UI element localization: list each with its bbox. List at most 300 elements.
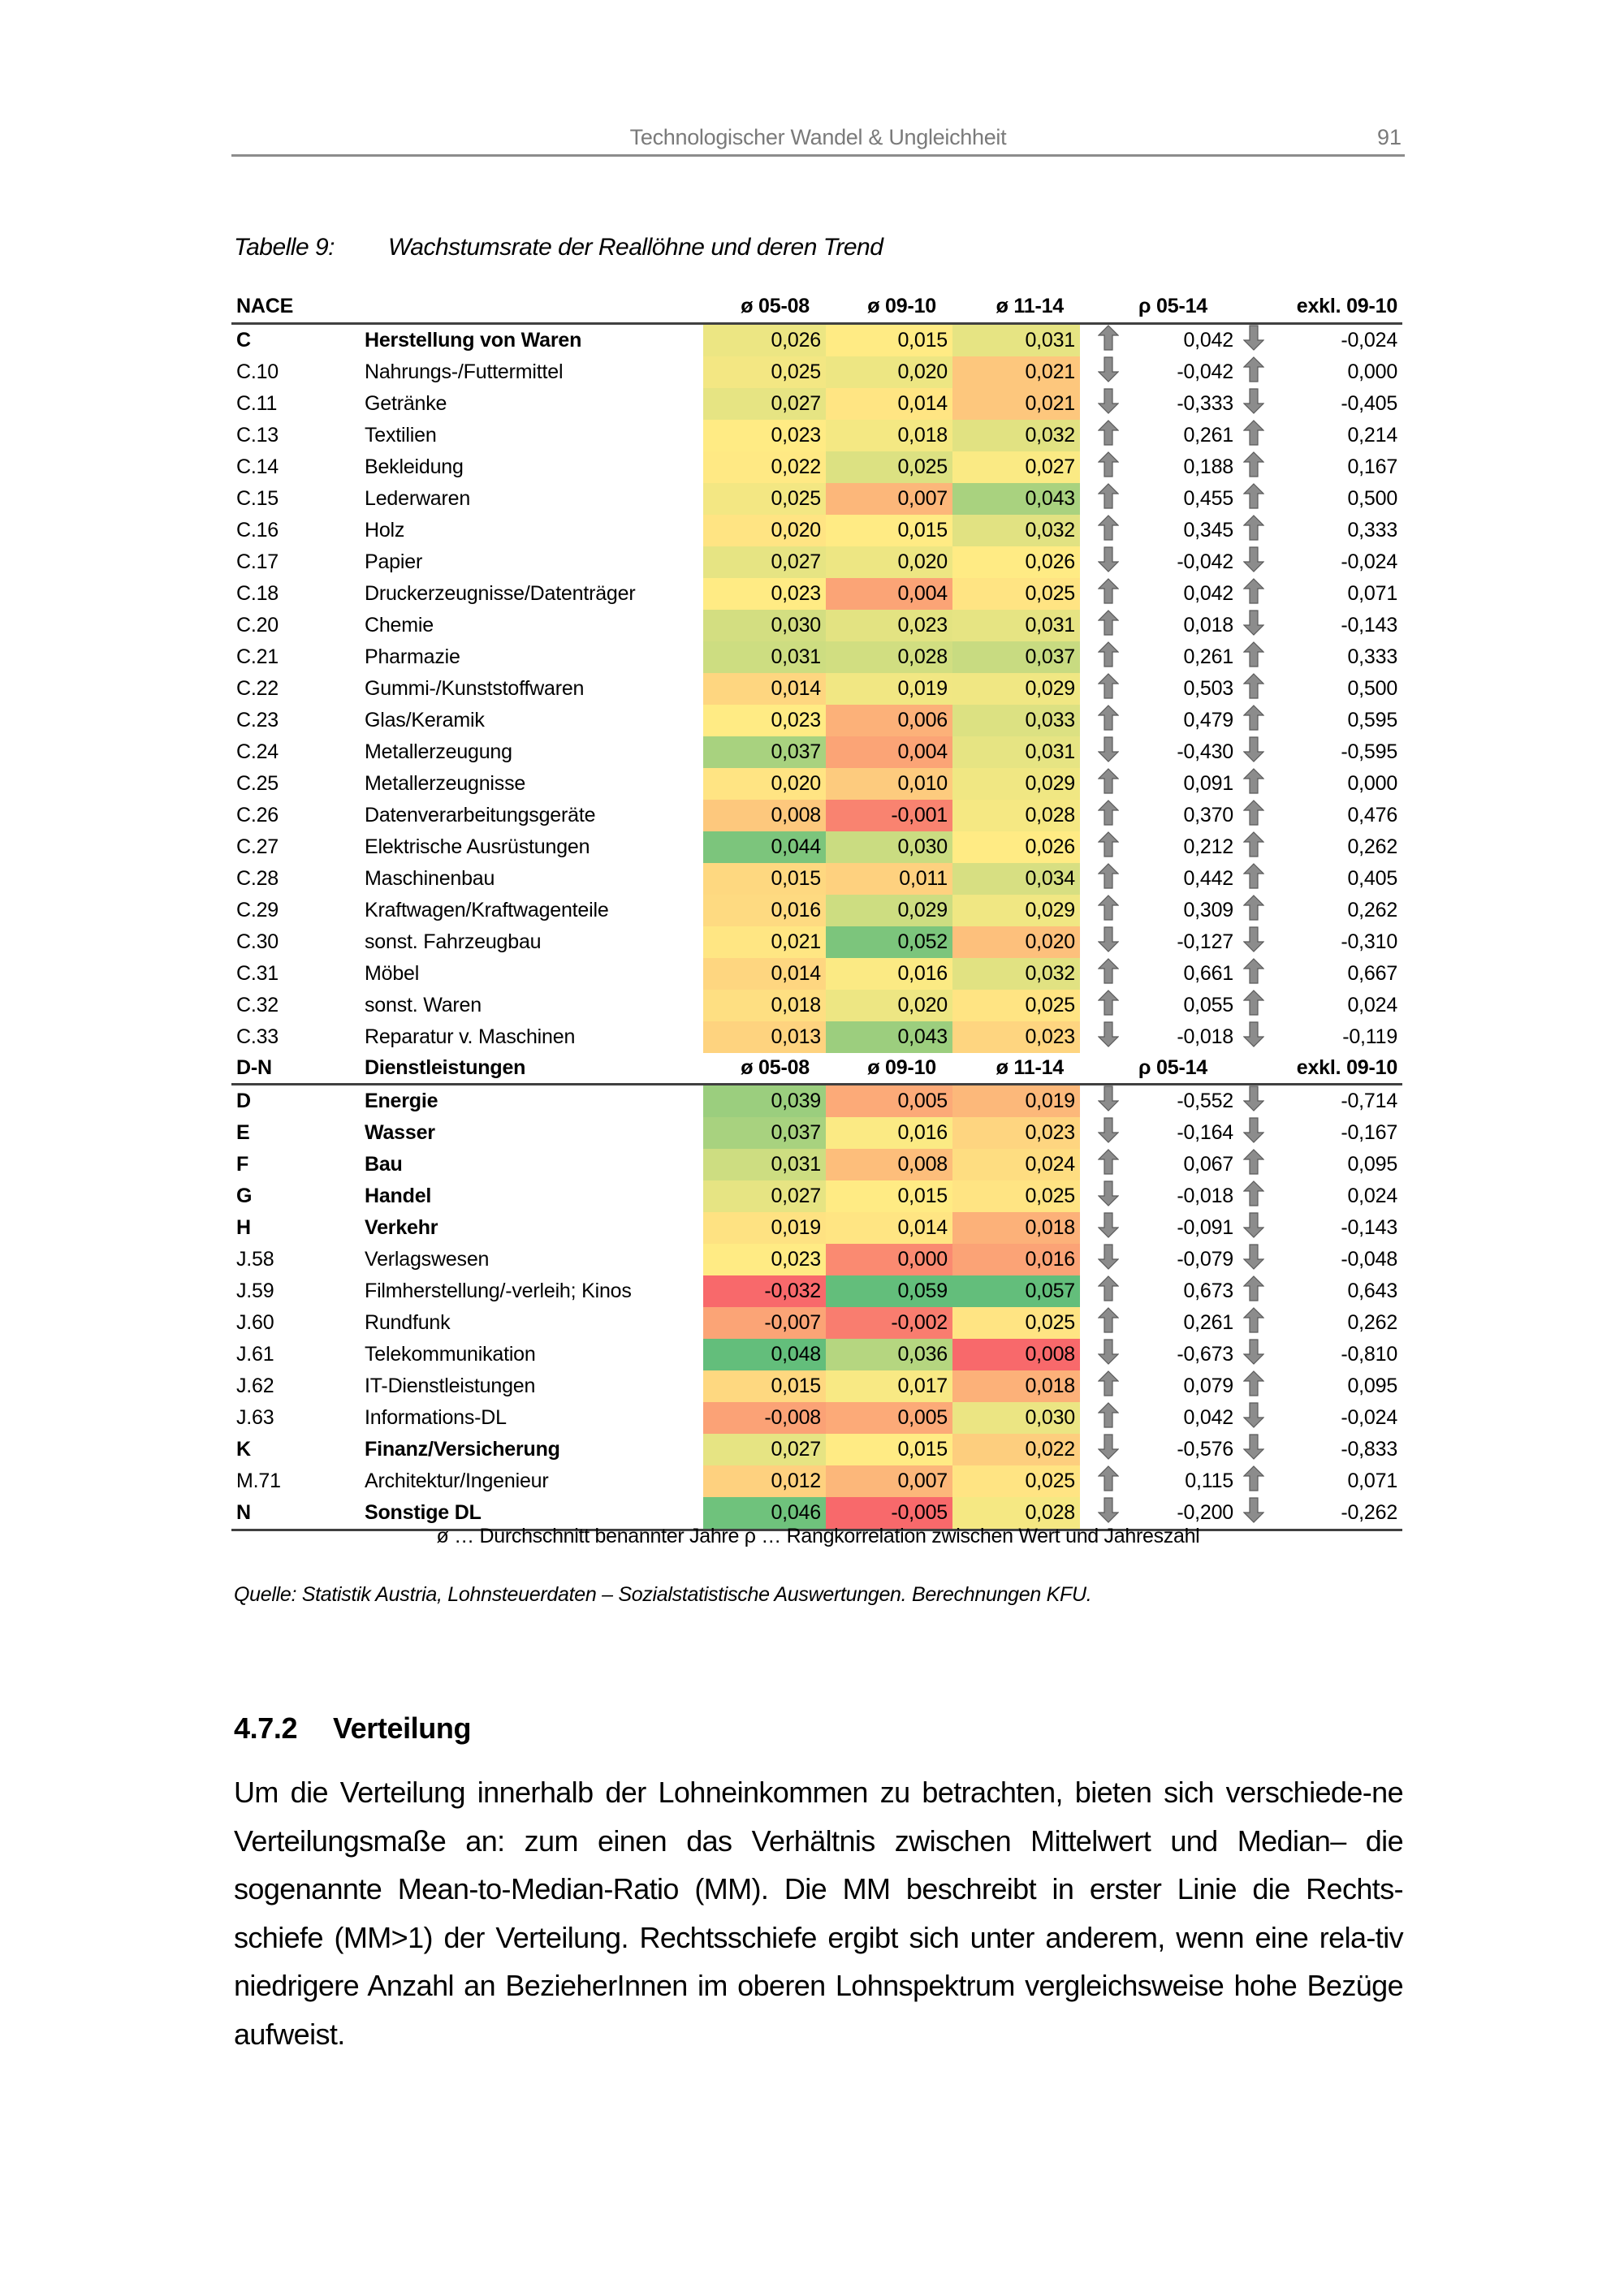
avg-05-08-cell: 0,037 xyxy=(703,1117,826,1149)
avg-11-14-cell: 0,021 xyxy=(952,388,1080,420)
rank-correlation-value: -0,042 xyxy=(1177,550,1234,573)
nace-code: C.30 xyxy=(236,930,279,953)
table-row xyxy=(231,356,1402,388)
avg-11-14-cell: 0,043 xyxy=(952,483,1080,515)
arrow-down-icon xyxy=(1238,1085,1271,1118)
arrow-up-icon xyxy=(1080,673,1137,705)
rank-correlation-value: -0,430 xyxy=(1177,740,1234,763)
sector-name: Datenverarbeitungsgeräte xyxy=(365,803,596,826)
arrow-up-icon xyxy=(1238,990,1271,1021)
arrow-up-icon xyxy=(1080,1465,1137,1497)
avg-05-08-cell: 0,025 xyxy=(703,356,826,388)
page-header xyxy=(231,122,1405,157)
header-sector: Dienstleistungen xyxy=(360,1053,703,1085)
table-row xyxy=(231,1244,1402,1275)
sector-name: sonst. Waren xyxy=(365,993,482,1016)
arrow-down-icon xyxy=(1080,1339,1137,1370)
excl-09-10-value: 0,500 xyxy=(1347,676,1398,700)
excl-09-10-value: -0,167 xyxy=(1341,1121,1398,1144)
header-sector xyxy=(360,291,703,323)
sector-name: Lederwaren xyxy=(365,486,471,510)
rank-correlation-value: -0,018 xyxy=(1177,1185,1234,1207)
avg-05-08-cell: 0,037 xyxy=(703,736,826,768)
avg-09-10-cell: 0,008 xyxy=(826,1149,952,1180)
nace-code: J.62 xyxy=(236,1375,274,1397)
nace-code: C.17 xyxy=(236,550,279,573)
arrow-up-icon xyxy=(1080,1402,1137,1434)
table-row xyxy=(231,483,1402,515)
avg-05-08-cell: 0,013 xyxy=(703,1021,826,1053)
header-avg-11-14: ø 11-14 xyxy=(952,1053,1080,1085)
arrow-down-icon xyxy=(1238,1244,1271,1275)
avg-11-14-cell: 0,016 xyxy=(952,1244,1080,1275)
arrow-up-icon xyxy=(1238,705,1271,736)
avg-11-14-cell: 0,020 xyxy=(952,926,1080,958)
arrow-down-icon xyxy=(1238,546,1271,578)
rank-correlation-value: -0,127 xyxy=(1177,930,1234,953)
avg-05-08-cell: 0,048 xyxy=(703,1339,826,1370)
sector-name: Verkehr xyxy=(365,1216,438,1239)
avg-05-08-cell: -0,032 xyxy=(703,1275,826,1307)
table-row xyxy=(231,420,1402,451)
avg-11-14-cell: 0,032 xyxy=(952,958,1080,990)
avg-11-14-cell: 0,025 xyxy=(952,1180,1080,1212)
table-source: Quelle: Statistik Austria, Lohnsteuerdaten – Sozialstatistische Auswertungen. Berechnungen KFU. xyxy=(234,1583,1092,1606)
avg-05-08-cell: 0,022 xyxy=(703,451,826,483)
avg-09-10-cell: 0,007 xyxy=(826,483,952,515)
avg-09-10-cell: 0,030 xyxy=(826,831,952,863)
avg-09-10-cell: 0,017 xyxy=(826,1370,952,1402)
excl-09-10-value: 0,000 xyxy=(1347,771,1398,795)
sector-name: Handel xyxy=(365,1185,432,1207)
avg-11-14-cell: 0,018 xyxy=(952,1370,1080,1402)
table-row xyxy=(231,926,1402,958)
arrow-down-icon xyxy=(1080,1117,1137,1149)
rank-correlation-value: 0,345 xyxy=(1183,518,1234,542)
table-row xyxy=(231,990,1402,1021)
arrow-down-icon xyxy=(1238,1402,1271,1434)
nace-code: D xyxy=(236,1090,251,1112)
arrow-up-icon xyxy=(1080,1370,1137,1402)
avg-09-10-cell: 0,005 xyxy=(826,1085,952,1118)
arrow-up-icon xyxy=(1080,1307,1137,1339)
nace-code: J.61 xyxy=(236,1343,274,1366)
nace-code: C.16 xyxy=(236,518,279,542)
avg-11-14-cell: 0,028 xyxy=(952,800,1080,831)
avg-11-14-cell: 0,034 xyxy=(952,863,1080,895)
avg-09-10-cell: -0,001 xyxy=(826,800,952,831)
sector-name: Filmherstellung/-verleih; Kinos xyxy=(365,1280,632,1302)
arrow-up-icon xyxy=(1238,1180,1271,1212)
avg-11-14-cell: 0,026 xyxy=(952,546,1080,578)
table-row xyxy=(231,1275,1402,1307)
rank-correlation-value: 0,091 xyxy=(1183,771,1234,795)
sector-name: Rundfunk xyxy=(365,1311,451,1334)
arrow-up-icon xyxy=(1238,1149,1271,1180)
nace-code: C.23 xyxy=(236,708,279,732)
excl-09-10-value: -0,833 xyxy=(1341,1438,1398,1461)
rank-correlation-value: 0,055 xyxy=(1183,993,1234,1016)
avg-05-08-cell: -0,008 xyxy=(703,1402,826,1434)
rank-correlation-value: 0,042 xyxy=(1183,328,1234,352)
nace-code: E xyxy=(236,1121,250,1144)
arrow-up-icon xyxy=(1080,1275,1137,1307)
nace-code: C.10 xyxy=(236,360,279,383)
avg-09-10-cell: 0,016 xyxy=(826,958,952,990)
arrow-down-icon xyxy=(1080,1244,1137,1275)
table-row xyxy=(231,1117,1402,1149)
arrow-down-icon xyxy=(1080,736,1137,768)
avg-11-14-cell: 0,028 xyxy=(952,1497,1080,1530)
nace-code: C.27 xyxy=(236,835,279,858)
avg-11-14-cell: 0,027 xyxy=(952,451,1080,483)
header-nace: NACE xyxy=(231,291,360,323)
arrow-up-icon xyxy=(1238,420,1271,451)
excl-09-10-value: 0,643 xyxy=(1347,1280,1398,1302)
excl-09-10-value: 0,167 xyxy=(1347,455,1398,478)
arrow-up-icon xyxy=(1238,1465,1271,1497)
avg-11-14-cell: 0,025 xyxy=(952,1465,1080,1497)
avg-11-14-cell: 0,022 xyxy=(952,1434,1080,1465)
avg-05-08-cell: 0,020 xyxy=(703,515,826,546)
avg-11-14-cell: 0,037 xyxy=(952,641,1080,673)
excl-09-10-value: -0,143 xyxy=(1341,613,1398,637)
nace-code: C.25 xyxy=(236,771,279,795)
avg-11-14-cell: 0,032 xyxy=(952,420,1080,451)
nace-code: J.58 xyxy=(236,1248,274,1271)
arrow-up-icon xyxy=(1238,673,1271,705)
arrow-down-icon xyxy=(1238,1339,1271,1370)
sector-name: Metallerzeugung xyxy=(365,740,512,763)
table-body-manufacturing xyxy=(231,323,1402,1053)
header-avg-09-10: ø 09-10 xyxy=(826,291,952,323)
arrow-up-icon xyxy=(1238,768,1271,800)
avg-05-08-cell: 0,031 xyxy=(703,1149,826,1180)
avg-09-10-cell: 0,014 xyxy=(826,1212,952,1244)
header-nace: D-N xyxy=(231,1053,360,1085)
avg-11-14-cell: 0,024 xyxy=(952,1149,1080,1180)
arrow-up-icon xyxy=(1080,990,1137,1021)
body-paragraph: Um die Verteilung innerhalb der Lohneinkommen zu betrachten, bieten sich verschiede-ne Verteilungsmaße an: zum einen das Verhältnis zwischen Mittelwert und Median– die sogenannte Mean-to-Median-Ratio (MM). Die MM beschreibt in erster Linie die Rechts-schiefe (MM>1) der Verteilung. Rechtsschiefe ergibt sich unter anderem, wenn eine rela-tiv niedrigere Anzahl an BezieherInnen im oberen Lohnspektrum vergleichsweise hohe Bezüge aufweist. xyxy=(234,1776,1403,2051)
rank-correlation-value: -0,018 xyxy=(1177,1025,1234,1048)
avg-11-14-cell: 0,029 xyxy=(952,895,1080,926)
arrow-down-icon xyxy=(1238,1117,1271,1149)
sector-name: Gummi-/Kunststoffwaren xyxy=(365,676,585,700)
sector-name: Telekommunikation xyxy=(365,1343,536,1366)
avg-09-10-cell: 0,015 xyxy=(826,515,952,546)
excl-09-10-value: 0,071 xyxy=(1347,1470,1398,1492)
sector-name: Finanz/Versicherung xyxy=(365,1438,560,1461)
arrow-up-icon xyxy=(1238,831,1271,863)
avg-11-14-cell: 0,008 xyxy=(952,1339,1080,1370)
rank-correlation-value: 0,370 xyxy=(1183,803,1234,826)
arrow-up-icon xyxy=(1238,1370,1271,1402)
table-row xyxy=(231,641,1402,673)
excl-09-10-value: -0,119 xyxy=(1342,1025,1398,1048)
avg-09-10-cell: 0,059 xyxy=(826,1275,952,1307)
arrow-down-icon xyxy=(1080,926,1137,958)
sector-name: Kraftwagen/Kraftwagenteile xyxy=(365,898,609,921)
arrow-up-icon xyxy=(1238,641,1271,673)
avg-09-10-cell: 0,028 xyxy=(826,641,952,673)
nace-code: C.14 xyxy=(236,455,279,478)
table-row xyxy=(231,1149,1402,1180)
nace-code: N xyxy=(231,1497,360,1530)
avg-05-08-cell: 0,012 xyxy=(703,1465,826,1497)
avg-05-08-cell: 0,027 xyxy=(703,546,826,578)
arrow-up-icon xyxy=(1080,800,1137,831)
sector-name: Pharmazie xyxy=(365,645,460,668)
nace-code: C.13 xyxy=(236,423,279,447)
avg-11-14-cell: 0,018 xyxy=(952,1212,1080,1244)
arrow-down-icon xyxy=(1238,926,1271,958)
sector-name: Papier xyxy=(365,550,423,573)
excl-09-10-value: 0,262 xyxy=(1347,1311,1398,1334)
avg-11-14-cell: 0,025 xyxy=(952,578,1080,610)
avg-05-08-cell: 0,019 xyxy=(703,1212,826,1244)
nace-code: C.11 xyxy=(236,391,278,415)
sector-name: Wasser xyxy=(365,1121,435,1144)
avg-11-14-cell: 0,025 xyxy=(952,1307,1080,1339)
arrow-up-icon xyxy=(1080,578,1137,610)
excl-09-10-value: -0,048 xyxy=(1341,1248,1398,1271)
avg-09-10-cell: 0,029 xyxy=(826,895,952,926)
nace-code: C.24 xyxy=(236,740,279,763)
rank-correlation-value: 0,261 xyxy=(1183,645,1234,668)
avg-09-10-cell: 0,020 xyxy=(826,356,952,388)
nace-code: J.63 xyxy=(236,1406,274,1429)
table-row xyxy=(231,388,1402,420)
excl-09-10-value: -0,310 xyxy=(1341,930,1398,953)
avg-11-14-cell: 0,021 xyxy=(952,356,1080,388)
avg-05-08-cell: 0,039 xyxy=(703,1085,826,1118)
header-excl-09-10: exkl. 09-10 xyxy=(1238,291,1402,323)
avg-05-08-cell: 0,027 xyxy=(703,388,826,420)
avg-05-08-cell: 0,016 xyxy=(703,895,826,926)
arrow-down-icon xyxy=(1080,1021,1137,1053)
excl-09-10-value: -0,024 xyxy=(1341,1406,1398,1429)
excl-09-10-value: 0,095 xyxy=(1347,1153,1398,1176)
section-title: Verteilung xyxy=(333,1711,472,1745)
arrow-up-icon xyxy=(1080,323,1137,356)
table-row xyxy=(231,958,1402,990)
excl-09-10-value: 0,214 xyxy=(1347,423,1398,447)
header-avg-05-08: ø 05-08 xyxy=(703,1053,826,1085)
avg-11-14-cell: 0,032 xyxy=(952,515,1080,546)
avg-05-08-cell: 0,014 xyxy=(703,673,826,705)
avg-05-08-cell: 0,025 xyxy=(703,483,826,515)
nace-code: C.20 xyxy=(236,613,279,637)
rank-correlation-value: 0,661 xyxy=(1183,961,1234,985)
avg-05-08-cell: 0,021 xyxy=(703,926,826,958)
arrow-up-icon xyxy=(1080,958,1137,990)
avg-11-14-cell: 0,025 xyxy=(952,990,1080,1021)
arrow-up-icon xyxy=(1080,768,1137,800)
nace-code: G xyxy=(236,1185,253,1207)
avg-05-08-cell: 0,014 xyxy=(703,958,826,990)
arrow-up-icon xyxy=(1238,451,1271,483)
arrow-up-icon xyxy=(1080,705,1137,736)
rank-correlation-value: -0,673 xyxy=(1177,1343,1234,1366)
rank-correlation-value: 0,479 xyxy=(1183,708,1234,732)
sector-name: Bekleidung xyxy=(365,455,464,478)
nace-code: F xyxy=(236,1153,249,1176)
arrow-up-icon xyxy=(1080,451,1137,483)
avg-09-10-cell: 0,006 xyxy=(826,705,952,736)
arrow-down-icon xyxy=(1080,1180,1137,1212)
avg-11-14-cell: 0,029 xyxy=(952,673,1080,705)
nace-code: J.60 xyxy=(236,1311,274,1334)
avg-09-10-cell: 0,015 xyxy=(826,1434,952,1465)
arrow-up-icon xyxy=(1080,483,1137,515)
avg-05-08-cell: 0,008 xyxy=(703,800,826,831)
header-rank-correlation: ρ 05-14 xyxy=(1080,291,1238,323)
avg-11-14-cell: 0,031 xyxy=(952,323,1080,356)
avg-09-10-cell: 0,000 xyxy=(826,1244,952,1275)
sector-name: Möbel xyxy=(365,961,420,985)
sector-name: Metallerzeugnisse xyxy=(365,771,526,795)
excl-09-10-value: -0,143 xyxy=(1341,1216,1398,1239)
sector-name: Elektrische Ausrüstungen xyxy=(365,835,590,858)
sector-name: Informations-DL xyxy=(365,1406,507,1429)
rank-correlation-value: 0,212 xyxy=(1183,835,1234,858)
header-avg-11-14: ø 11-14 xyxy=(952,291,1080,323)
arrow-down-icon xyxy=(1080,388,1137,420)
arrow-down-icon xyxy=(1238,1212,1271,1244)
arrow-down-icon xyxy=(1080,1212,1137,1244)
table-footnote: ø … Durchschnitt benannter Jahre ρ … Rangkorrelation zwischen Wert und Jahreszahl xyxy=(436,1525,1200,1547)
nace-code: C.32 xyxy=(236,993,279,1016)
rank-correlation-value: -0,091 xyxy=(1177,1216,1234,1239)
sector-name: Architektur/Ingenieur xyxy=(365,1470,549,1492)
avg-09-10-cell: -0,005 xyxy=(826,1497,952,1530)
avg-09-10-cell: 0,025 xyxy=(826,451,952,483)
sector-name: Chemie xyxy=(365,613,434,637)
arrow-up-icon xyxy=(1238,515,1271,546)
avg-11-14-cell: 0,026 xyxy=(952,831,1080,863)
avg-09-10-cell: 0,018 xyxy=(826,420,952,451)
sector-name: Bau xyxy=(365,1153,403,1176)
avg-09-10-cell: 0,015 xyxy=(826,323,952,356)
excl-09-10-value: 0,262 xyxy=(1347,898,1398,921)
excl-09-10-value: 0,333 xyxy=(1347,645,1398,668)
excl-09-10-value: -0,262 xyxy=(1271,1497,1402,1530)
avg-05-08-cell: 0,023 xyxy=(703,578,826,610)
avg-11-14-cell: 0,031 xyxy=(952,736,1080,768)
rank-correlation-value: 0,503 xyxy=(1183,676,1234,700)
page-number: 91 xyxy=(1376,125,1402,149)
table-row xyxy=(231,705,1402,736)
arrow-down-icon xyxy=(1080,356,1137,388)
avg-05-08-cell: 0,026 xyxy=(703,323,826,356)
arrow-up-icon xyxy=(1080,895,1137,926)
avg-05-08-cell: 0,015 xyxy=(703,1370,826,1402)
rank-correlation-value: -0,042 xyxy=(1177,360,1234,383)
table-row xyxy=(231,1465,1402,1497)
arrow-up-icon xyxy=(1238,958,1271,990)
nace-code: K xyxy=(236,1438,251,1461)
sector-name: Maschinenbau xyxy=(365,866,495,890)
arrow-up-icon xyxy=(1238,483,1271,515)
table-row xyxy=(231,831,1402,863)
arrow-down-icon xyxy=(1238,323,1271,356)
rank-correlation-value: 0,309 xyxy=(1183,898,1234,921)
arrow-down-icon xyxy=(1238,736,1271,768)
table-row xyxy=(231,1402,1402,1434)
rank-correlation-value: 0,673 xyxy=(1183,1280,1234,1302)
avg-05-08-cell: 0,015 xyxy=(703,863,826,895)
avg-11-14-cell: 0,057 xyxy=(952,1275,1080,1307)
table-row xyxy=(231,323,1402,356)
table-row xyxy=(231,1307,1402,1339)
avg-09-10-cell: -0,002 xyxy=(826,1307,952,1339)
avg-09-10-cell: 0,014 xyxy=(826,388,952,420)
arrow-up-icon xyxy=(1080,641,1137,673)
sector-name: sonst. Fahrzeugbau xyxy=(365,930,542,953)
sector-name: IT-Dienstleistungen xyxy=(365,1375,536,1397)
avg-05-08-cell: 0,030 xyxy=(703,610,826,641)
avg-05-08-cell: 0,023 xyxy=(703,1244,826,1275)
avg-09-10-cell: 0,015 xyxy=(826,1180,952,1212)
excl-09-10-value: 0,071 xyxy=(1347,581,1398,605)
arrow-up-icon xyxy=(1238,1275,1271,1307)
sector-name: Textilien xyxy=(365,423,437,447)
rank-correlation-value: 0,188 xyxy=(1183,455,1234,478)
arrow-up-icon xyxy=(1238,1307,1271,1339)
table-row xyxy=(231,1212,1402,1244)
avg-11-14-cell: 0,031 xyxy=(952,610,1080,641)
avg-09-10-cell: 0,020 xyxy=(826,990,952,1021)
excl-09-10-value: 0,024 xyxy=(1347,993,1398,1016)
nace-code: H xyxy=(236,1216,251,1239)
avg-05-08-cell: 0,027 xyxy=(703,1180,826,1212)
rank-correlation-value: -0,200 xyxy=(1137,1497,1238,1530)
arrow-down-icon xyxy=(1080,546,1137,578)
arrow-up-icon xyxy=(1238,863,1271,895)
avg-11-14-cell: 0,023 xyxy=(952,1117,1080,1149)
rank-correlation-value: -0,333 xyxy=(1177,391,1234,415)
nace-code: C.26 xyxy=(236,803,279,826)
arrow-up-icon xyxy=(1238,895,1271,926)
rank-correlation-value: 0,261 xyxy=(1183,1311,1234,1334)
sector-name: Herstellung von Waren xyxy=(365,328,582,352)
avg-09-10-cell: 0,007 xyxy=(826,1465,952,1497)
avg-05-08-cell: 0,020 xyxy=(703,768,826,800)
sector-name: Druckerzeugnisse/Datenträger xyxy=(365,581,636,605)
rank-correlation-value: 0,115 xyxy=(1185,1470,1234,1492)
table-row xyxy=(231,1180,1402,1212)
nace-code: C.22 xyxy=(236,676,279,700)
avg-11-14-cell: 0,033 xyxy=(952,705,1080,736)
table-header-services xyxy=(231,1053,1402,1085)
table-body-services xyxy=(231,1085,1402,1530)
table-row xyxy=(231,610,1402,641)
avg-09-10-cell: 0,023 xyxy=(826,610,952,641)
arrow-up-icon xyxy=(1080,515,1137,546)
avg-09-10-cell: 0,019 xyxy=(826,673,952,705)
avg-05-08-cell: 0,023 xyxy=(703,705,826,736)
excl-09-10-value: 0,333 xyxy=(1347,518,1398,542)
table-row xyxy=(231,1370,1402,1402)
avg-09-10-cell: 0,005 xyxy=(826,1402,952,1434)
nace-code: C.29 xyxy=(236,898,279,921)
nace-code: J.59 xyxy=(236,1280,274,1302)
nace-code: C.28 xyxy=(236,866,279,890)
avg-05-08-cell: 0,046 xyxy=(703,1497,826,1530)
header-excl-09-10: exkl. 09-10 xyxy=(1238,1053,1402,1085)
running-title: Technologischer Wandel & Ungleichheit xyxy=(629,125,1007,149)
excl-09-10-value: -0,405 xyxy=(1341,391,1398,415)
